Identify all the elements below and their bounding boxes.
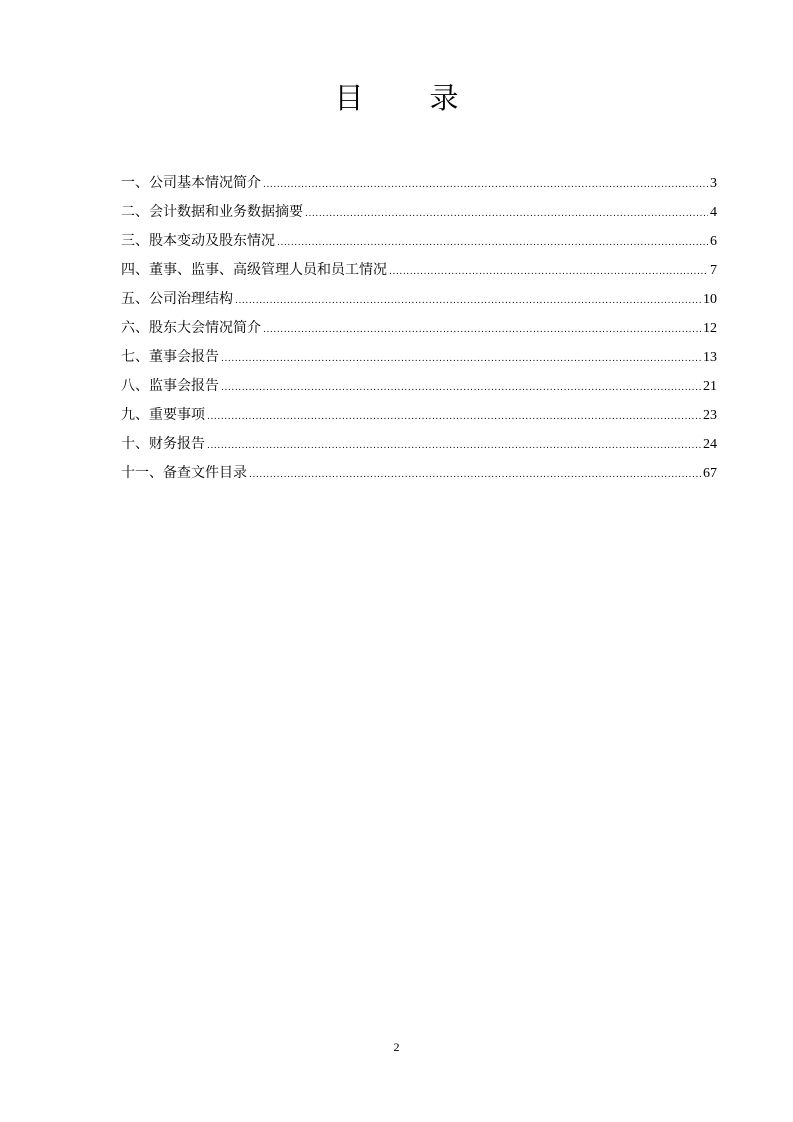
toc-entry-accounting-summary[interactable]	[121, 202, 717, 231]
toc-entry-share-capital[interactable]	[121, 231, 717, 260]
toc-entry-board-report[interactable]	[121, 347, 717, 376]
toc-entry-shareholders-meeting[interactable]	[121, 318, 717, 347]
toc-entry-label: 五、公司治理结构	[121, 291, 233, 307]
toc-entry-label: 九、重要事项	[121, 407, 205, 423]
toc-entry-directors-staff[interactable]	[121, 260, 717, 289]
table-of-contents	[121, 173, 717, 492]
toc-entry-supervisory-report[interactable]	[121, 376, 717, 405]
toc-entry-page: 4	[710, 205, 717, 220]
toc-entry-major-events[interactable]	[121, 405, 717, 434]
toc-leader-dots	[249, 465, 701, 485]
toc-entry-financial-report[interactable]	[121, 434, 717, 463]
toc-entry-page: 3	[710, 176, 717, 191]
toc-entry-label: 三、股本变动及股东情况	[121, 233, 275, 249]
toc-entry-company-profile[interactable]	[121, 173, 717, 202]
toc-entry-page: 24	[703, 437, 717, 452]
page-number: 2	[393, 1040, 400, 1054]
toc-entry-label: 七、董事会报告	[121, 349, 219, 365]
toc-leader-dots	[221, 378, 701, 398]
toc-entry-governance[interactable]	[121, 289, 717, 318]
toc-entry-label: 二、会计数据和业务数据摘要	[121, 204, 303, 220]
toc-entry-label: 四、董事、监事、高级管理人员和员工情况	[121, 262, 387, 278]
toc-leader-dots	[389, 262, 708, 282]
page-title	[0, 76, 793, 120]
toc-leader-dots	[207, 436, 701, 456]
toc-leader-dots	[263, 175, 708, 195]
toc-leader-dots	[221, 349, 701, 369]
toc-entry-page: 7	[710, 263, 717, 278]
toc-leader-dots	[263, 320, 701, 340]
toc-entry-page: 12	[703, 321, 717, 336]
toc-entry-page: 13	[703, 350, 717, 365]
toc-entry-page: 21	[703, 379, 717, 394]
toc-entry-label: 六、股东大会情况简介	[121, 320, 261, 336]
title-char-2: 录	[429, 81, 459, 115]
toc-leader-dots	[207, 407, 701, 427]
toc-entry-label: 八、监事会报告	[121, 378, 219, 394]
toc-entry-page: 6	[710, 234, 717, 249]
toc-entry-page: 67	[703, 466, 717, 481]
toc-entry-page: 10	[703, 292, 717, 307]
toc-leader-dots	[277, 233, 708, 253]
toc-entry-label: 十一、备查文件目录	[121, 465, 247, 481]
title-char-1: 目	[334, 81, 364, 115]
toc-leader-dots	[235, 291, 701, 311]
toc-entry-label: 一、公司基本情况简介	[121, 175, 261, 191]
toc-entry-page: 23	[703, 408, 717, 423]
toc-entry-label: 十、财务报告	[121, 436, 205, 452]
toc-entry-reference-documents[interactable]	[121, 463, 717, 492]
toc-leader-dots	[305, 204, 708, 224]
